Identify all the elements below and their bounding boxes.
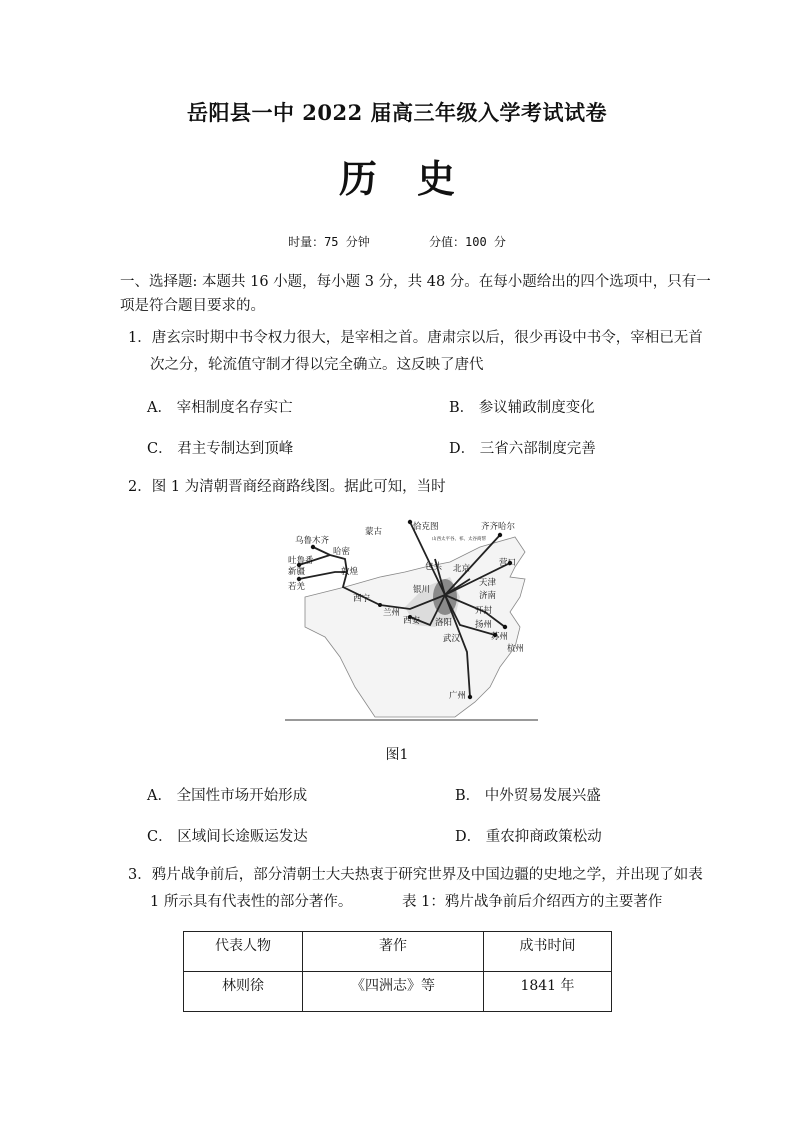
map-label-xining: 西宁 xyxy=(353,594,371,604)
map-label-yangzhou: 扬州 xyxy=(475,620,493,630)
table-cell-work: 《四洲志》等 xyxy=(303,972,484,1012)
map-label-beijing: 北京 xyxy=(453,564,471,574)
table-cell-person: 林则徐 xyxy=(184,972,303,1012)
table-row xyxy=(184,972,612,1012)
map-label-ruoqiang: 若羌 xyxy=(288,582,306,592)
table-header-work: 著作 xyxy=(303,932,484,972)
table-header-year: 成书时间 xyxy=(484,932,612,972)
q2-option-a: A． 全国性市场开始形成 xyxy=(147,788,308,804)
map-label-menggu: 蒙古 xyxy=(365,527,383,537)
map-label-jinan: 济南 xyxy=(479,591,497,601)
map-label-hangzhou: 杭州 xyxy=(507,644,525,654)
q1-stem-line1: 1．唐玄宗时期中书令权力很大，是宰相之首。唐肃宗以后，很少再设中书令，宰相已无首 xyxy=(128,330,703,346)
map-label-lanzhou: 兰州 xyxy=(383,608,401,618)
q1-stem-line2: 次之分，轮流值守制才得以完全确立。这反映了唐代 xyxy=(150,357,484,373)
q1-option-b: B． 参议辅政制度变化 xyxy=(449,400,595,416)
map-label-wuhan: 武汉 xyxy=(443,634,461,644)
section-instructions-line1: 一、选择题: 本题共 16 小题，每小题 3 分，共 48 分。在每小题给出的四个选项中，只有一 xyxy=(120,274,711,290)
map-label-baotou: 包头 xyxy=(425,562,443,572)
exam-title: 岳阳县一中 2022 届高三年级入学考试试卷 xyxy=(186,100,608,125)
map-label-guangzhou: 广州 xyxy=(449,691,467,701)
map-label-tianjin: 天津 xyxy=(479,578,497,588)
map-label-wulumuqi: 乌鲁木齐 xyxy=(295,536,330,546)
map-label-luoyang: 洛阳 xyxy=(435,618,453,628)
map-label-yingkou: 营口 xyxy=(499,558,517,568)
table-caption: 表 1：鸦片战争前后介绍西方的主要著作 xyxy=(402,894,663,910)
q1-option-a: A． 宰相制度名存实亡 xyxy=(147,400,293,416)
total-score: 分值：100 分 xyxy=(429,235,506,249)
q3-stem-line1: 3．鸦片战争前后，部分清朝士大夫热衷于研究世界及中国边疆的史地之学，并出现了如表 xyxy=(128,867,703,883)
q3-stem-line2: 1 所示具有代表性的部分著作。 xyxy=(150,894,353,910)
q2-option-b: B． 中外贸易发展兴盛 xyxy=(455,788,601,804)
map-label-kaifeng: 开封 xyxy=(475,606,493,616)
table-header-person: 代表人物 xyxy=(184,932,303,972)
q2-option-d: D． 重农抑商政策松动 xyxy=(455,829,602,845)
figure-caption: 图1 xyxy=(385,747,409,763)
table-header-row xyxy=(184,932,612,972)
subject-title: 历史 xyxy=(338,156,495,201)
map-label-shanxi-note: 山西太平谷、祁、太谷商帮 xyxy=(432,537,486,542)
map-label-dunhuang: 敦煌 xyxy=(341,567,359,577)
map-label-xinjiang: 新疆 xyxy=(288,567,306,577)
time-limit: 时量：75 分钟 xyxy=(288,235,370,249)
section-instructions-line2: 项是符合题目要求的。 xyxy=(120,298,265,314)
map-label-suzhou: 苏州 xyxy=(491,632,509,642)
trade-route-map xyxy=(285,517,538,722)
q1-option-c: C． 君主专制达到顶峰 xyxy=(147,441,294,457)
map-label-xian: 西安 xyxy=(403,616,421,626)
q2-option-c: C． 区域间长途贩运发达 xyxy=(147,829,308,845)
map-label-qiaketu: 恰克图 xyxy=(413,522,439,532)
works-table xyxy=(183,931,612,1012)
exam-meta xyxy=(0,233,794,250)
map-label-yinchuan: 银川 xyxy=(413,585,431,595)
table-cell-year: 1841 年 xyxy=(484,972,612,1012)
q2-stem: 2．图 1 为清朝晋商经商路线图。据此可知，当时 xyxy=(128,479,446,495)
map-label-tulufan: 吐鲁番 xyxy=(288,556,314,566)
map-label-hami: 哈密 xyxy=(333,547,351,557)
map-label-qiqihaer: 齐齐哈尔 xyxy=(481,522,516,532)
q1-option-d: D． 三省六部制度完善 xyxy=(449,441,596,457)
